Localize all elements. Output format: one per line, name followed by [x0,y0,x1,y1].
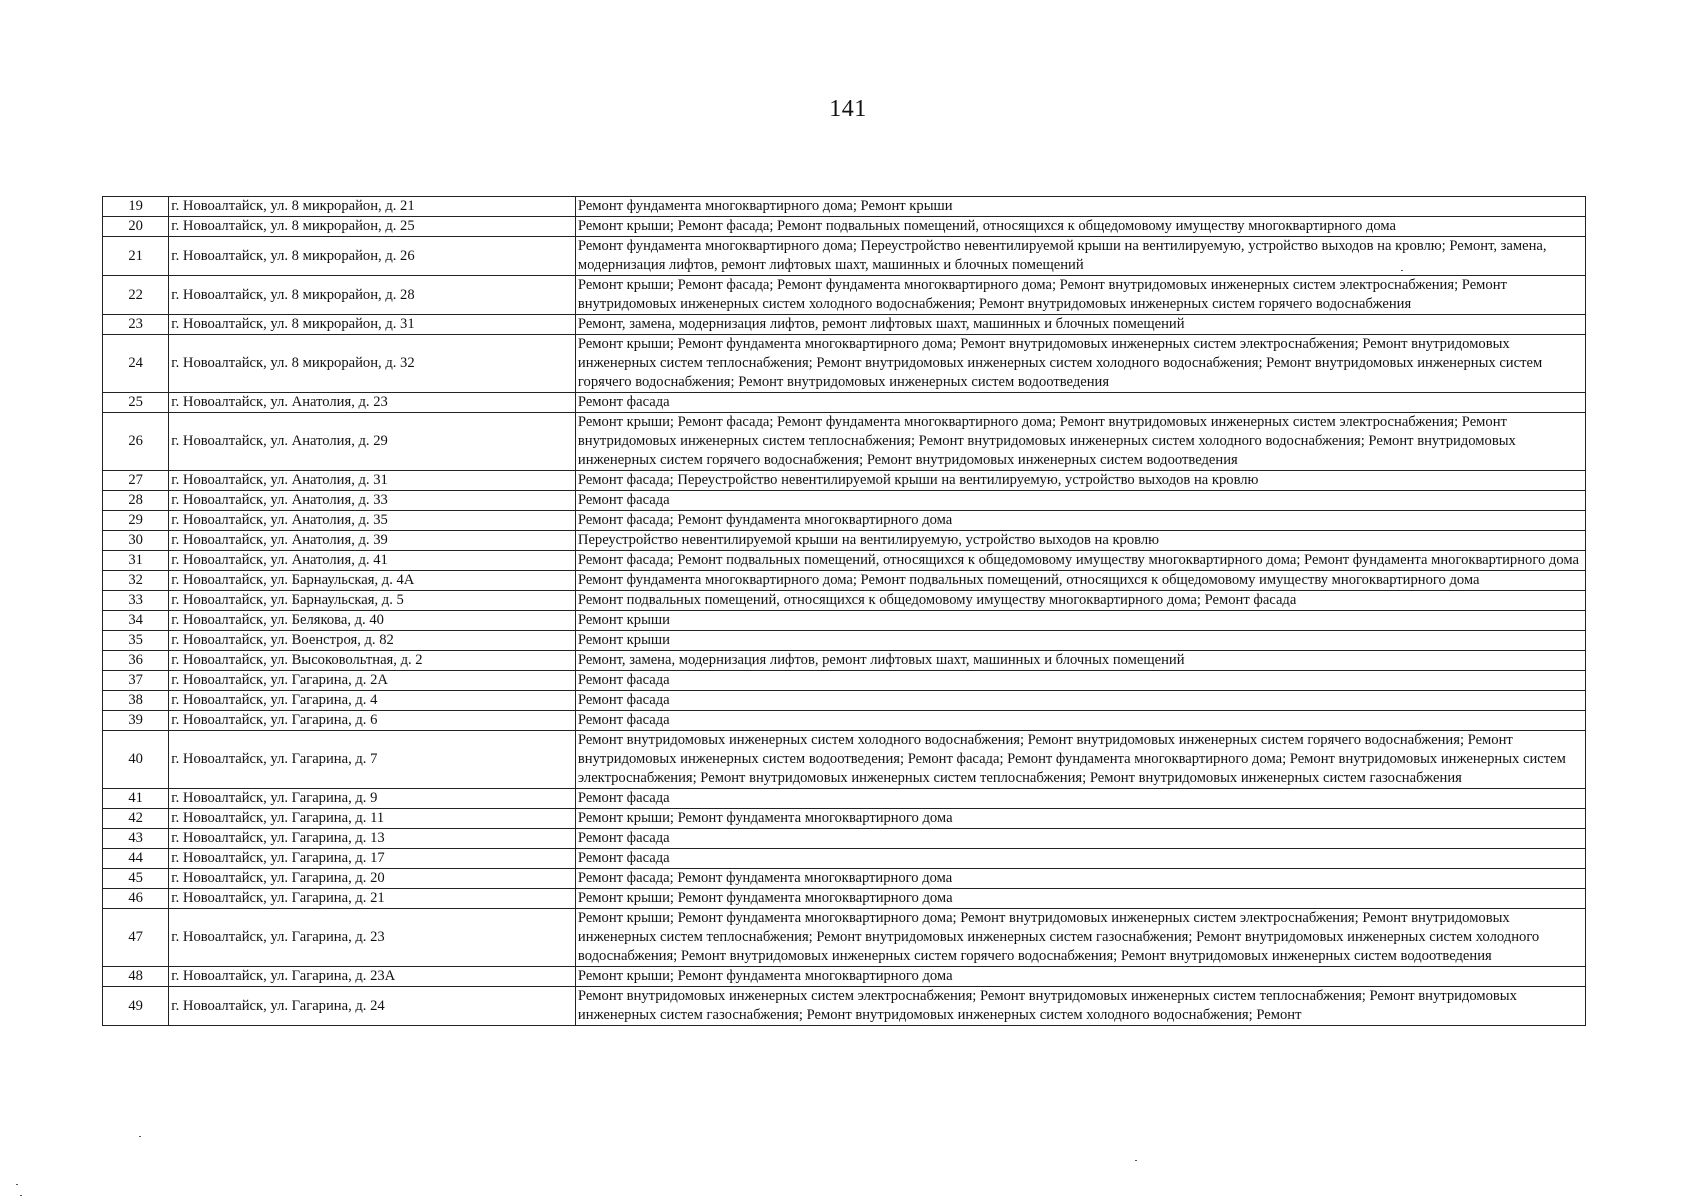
table-row [103,889,1586,909]
row-address: г. Новоалтайск, ул. 8 микрорайон, д. 31 [169,315,576,335]
row-works: Ремонт фасада [575,829,1585,849]
row-number: 29 [103,511,169,531]
table-row [103,731,1586,789]
scan-speck [1135,1160,1137,1161]
row-number: 47 [103,909,169,967]
row-number: 28 [103,491,169,511]
row-address: г. Новоалтайск, ул. Гагарина, д. 23 [169,909,576,967]
row-address: г. Новоалтайск, ул. Гагарина, д. 20 [169,869,576,889]
row-works: Ремонт подвальных помещений, относящихся к общедомовому имуществу многоквартирного дома; Ремонт фасада [575,591,1585,611]
row-works: Ремонт крыши; Ремонт фундамента многоквартирного дома; Ремонт внутридомовых инженерных систем электроснабжения; Ремонт внутридомовых инженерных систем теплоснабжения; Ремонт внутридомовых инженерных систем газоснабжения; Ремонт внутридомовых инженерных систем холодного водоснабжения; Ремонт внутридомовых инженерных систем горячего водоснабжения; Ремонт внутридомовых инженерных систем водоотведения [575,909,1585,967]
row-number: 39 [103,711,169,731]
table-row [103,987,1586,1026]
row-number: 49 [103,987,169,1026]
row-works: Ремонт, замена, модернизация лифтов, ремонт лифтовых шахт, машинных и блочных помещений [575,315,1585,335]
row-works: Ремонт фундамента многоквартирного дома; Ремонт подвальных помещений, относящихся к общедомовому имуществу многоквартирного дома [575,571,1585,591]
table-row [103,869,1586,889]
table-row [103,829,1586,849]
row-works: Переустройство невентилируемой крыши на вентилируемую, устройство выходов на кровлю [575,531,1585,551]
table-row [103,909,1586,967]
row-address: г. Новоалтайск, ул. Гагарина, д. 17 [169,849,576,869]
row-number: 44 [103,849,169,869]
row-works: Ремонт крыши; Ремонт фасада; Ремонт подвальных помещений, относящихся к общедомовому имуществу многоквартирного дома [575,217,1585,237]
row-number: 26 [103,413,169,471]
row-works: Ремонт, замена, модернизация лифтов, ремонт лифтовых шахт, машинных и блочных помещений [575,651,1585,671]
row-number: 19 [103,197,169,217]
row-number: 46 [103,889,169,909]
row-works: Ремонт фасада; Переустройство невентилируемой крыши на вентилируемую, устройство выходов на кровлю [575,471,1585,491]
table-row [103,551,1586,571]
table-row [103,511,1586,531]
row-works: Ремонт фундамента многоквартирного дома; Ремонт крыши [575,197,1585,217]
row-number: 36 [103,651,169,671]
row-works: Ремонт крыши; Ремонт фундамента многоквартирного дома; Ремонт внутридомовых инженерных систем электроснабжения; Ремонт внутридомовых инженерных систем теплоснабжения; Ремонт внутридомовых инженерных систем холодного водоснабжения; Ремонт внутридомовых инженерных систем горячего водоснабжения; Ремонт внутридомовых инженерных систем водоотведения [575,335,1585,393]
row-number: 34 [103,611,169,631]
row-address: г. Новоалтайск, ул. Анатолия, д. 23 [169,393,576,413]
row-works: Ремонт крыши; Ремонт фасада; Ремонт фундамента многоквартирного дома; Ремонт внутридомовых инженерных систем электроснабжения; Ремонт внутридомовых инженерных систем холодного водоснабжения; Ремонт внутридомовых инженерных систем горячего водоснабжения [575,276,1585,315]
table-row [103,335,1586,393]
row-number: 32 [103,571,169,591]
row-number: 25 [103,393,169,413]
table-row [103,571,1586,591]
row-works: Ремонт фасада [575,849,1585,869]
row-address: г. Новоалтайск, ул. Анатолия, д. 39 [169,531,576,551]
row-works: Ремонт фасада; Ремонт фундамента многоквартирного дома [575,869,1585,889]
row-number: 40 [103,731,169,789]
row-address: г. Новоалтайск, ул. Гагарина, д. 9 [169,789,576,809]
row-address: г. Новоалтайск, ул. 8 микрорайон, д. 26 [169,237,576,276]
row-works: Ремонт фасада [575,789,1585,809]
row-address: г. Новоалтайск, ул. Анатолия, д. 31 [169,471,576,491]
row-works: Ремонт крыши [575,611,1585,631]
table-row [103,967,1586,987]
table-row [103,651,1586,671]
row-address: г. Новоалтайск, ул. Анатолия, д. 35 [169,511,576,531]
scan-speck [20,1195,22,1196]
table-row [103,671,1586,691]
page-number: 141 [829,96,867,122]
table-row [103,413,1586,471]
row-address: г. Новоалтайск, ул. 8 микрорайон, д. 32 [169,335,576,393]
row-works: Ремонт фасада; Ремонт подвальных помещений, относящихся к общедомовому имуществу многоквартирного дома; Ремонт фундамента многоквартирного дома [575,551,1585,571]
row-number: 45 [103,869,169,889]
row-works: Ремонт внутридомовых инженерных систем электроснабжения; Ремонт внутридомовых инженерных систем теплоснабжения; Ремонт внутридомовых инженерных систем газоснабжения; Ремонт внутридомовых инженерных систем холодного водоснабжения; Ремонт [575,987,1585,1026]
row-address: г. Новоалтайск, ул. Военстроя, д. 82 [169,631,576,651]
row-works: Ремонт фасада [575,491,1585,511]
repair-registry-table [102,196,1586,1026]
table-row [103,611,1586,631]
row-address: г. Новоалтайск, ул. Анатолия, д. 33 [169,491,576,511]
row-number: 30 [103,531,169,551]
row-address: г. Новоалтайск, ул. Гагарина, д. 6 [169,711,576,731]
row-address: г. Новоалтайск, ул. Высоковольтная, д. 2 [169,651,576,671]
row-address: г. Новоалтайск, ул. 8 микрорайон, д. 21 [169,197,576,217]
row-number: 43 [103,829,169,849]
row-works: Ремонт крыши; Ремонт фасада; Ремонт фундамента многоквартирного дома; Ремонт внутридомовых инженерных систем электроснабжения; Ремонт внутридомовых инженерных систем теплоснабжения; Ремонт внутридомовых инженерных систем холодного водоснабжения; Ремонт внутридомовых инженерных систем горячего водоснабжения; Ремонт внутридомовых инженерных систем водоотведения [575,413,1585,471]
row-address: г. Новоалтайск, ул. Гагарина, д. 11 [169,809,576,829]
row-address: г. Новоалтайск, ул. Гагарина, д. 2А [169,671,576,691]
table-row [103,315,1586,335]
row-address: г. Новоалтайск, ул. Барнаульская, д. 5 [169,591,576,611]
row-number: 20 [103,217,169,237]
table-row [103,849,1586,869]
row-number: 37 [103,671,169,691]
row-address: г. Новоалтайск, ул. 8 микрорайон, д. 28 [169,276,576,315]
row-address: г. Новоалтайск, ул. Анатолия, д. 29 [169,413,576,471]
row-address: г. Новоалтайск, ул. Гагарина, д. 7 [169,731,576,789]
row-number: 35 [103,631,169,651]
row-works: Ремонт фасада; Ремонт фундамента многоквартирного дома [575,511,1585,531]
row-works: Ремонт крыши; Ремонт фундамента многоквартирного дома [575,967,1585,987]
row-number: 24 [103,335,169,393]
table-row [103,393,1586,413]
row-number: 27 [103,471,169,491]
row-works: Ремонт фасада [575,691,1585,711]
table-row [103,491,1586,511]
table-row [103,711,1586,731]
table-row [103,631,1586,651]
table-row [103,531,1586,551]
scan-speck [1401,270,1403,271]
row-works: Ремонт фасада [575,393,1585,413]
table-row [103,237,1586,276]
row-number: 22 [103,276,169,315]
table-row [103,217,1586,237]
row-number: 33 [103,591,169,611]
table-row [103,471,1586,491]
scan-speck [16,1184,18,1185]
row-works: Ремонт крыши [575,631,1585,651]
row-address: г. Новоалтайск, ул. Гагарина, д. 23А [169,967,576,987]
row-works: Ремонт крыши; Ремонт фундамента многоквартирного дома [575,889,1585,909]
row-address: г. Новоалтайск, ул. 8 микрорайон, д. 25 [169,217,576,237]
row-works: Ремонт внутридомовых инженерных систем холодного водоснабжения; Ремонт внутридомовых инженерных систем горячего водоснабжения; Ремонт внутридомовых инженерных систем водоотведения; Ремонт фасада; Ремонт фундамента многоквартирного дома; Ремонт внутридомовых инженерных систем электроснабжения; Ремонт внутридомовых инженерных систем теплоснабжения; Ремонт внутридомовых инженерных систем газоснабжения [575,731,1585,789]
row-number: 21 [103,237,169,276]
registry-body [103,197,1586,1026]
row-address: г. Новоалтайск, ул. Белякова, д. 40 [169,611,576,631]
row-number: 41 [103,789,169,809]
row-address: г. Новоалтайск, ул. Анатолия, д. 41 [169,551,576,571]
row-works: Ремонт фундамента многоквартирного дома; Переустройство невентилируемой крыши на вентилируемую, устройство выходов на кровлю; Ремонт, замена, модернизация лифтов, ремонт лифтовых шахт, машинных и блочных помещений [575,237,1585,276]
row-address: г. Новоалтайск, ул. Гагарина, д. 4 [169,691,576,711]
scan-speck [139,1136,141,1137]
table-row [103,197,1586,217]
table-row [103,809,1586,829]
row-number: 31 [103,551,169,571]
row-address: г. Новоалтайск, ул. Гагарина, д. 24 [169,987,576,1026]
row-address: г. Новоалтайск, ул. Гагарина, д. 13 [169,829,576,849]
row-number: 23 [103,315,169,335]
row-works: Ремонт фасада [575,671,1585,691]
row-number: 38 [103,691,169,711]
row-works: Ремонт крыши; Ремонт фундамента многоквартирного дома [575,809,1585,829]
row-address: г. Новоалтайск, ул. Гагарина, д. 21 [169,889,576,909]
table-row [103,591,1586,611]
row-address: г. Новоалтайск, ул. Барнаульская, д. 4А [169,571,576,591]
table-row [103,691,1586,711]
table-row [103,276,1586,315]
row-works: Ремонт фасада [575,711,1585,731]
row-number: 48 [103,967,169,987]
table-row [103,789,1586,809]
row-number: 42 [103,809,169,829]
